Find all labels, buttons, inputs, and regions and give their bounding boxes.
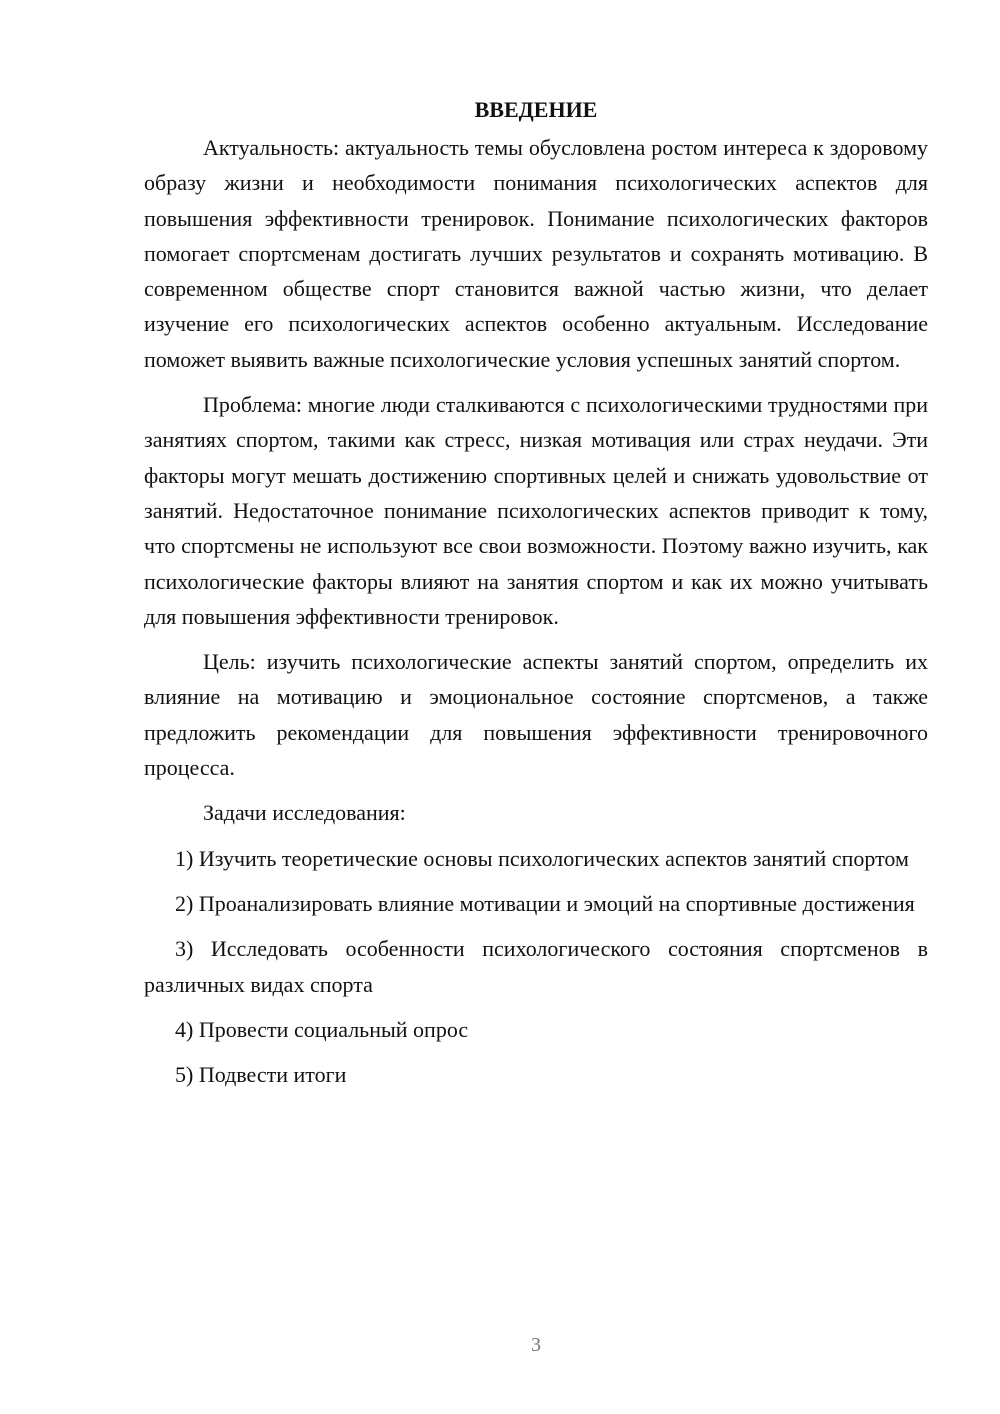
list-item: 2) Проанализировать влияние мотивации и эмоций на спортивные достижения	[175, 890, 915, 916]
document-page	[144, 92, 928, 1102]
list-item: 4) Провести социальный опрос	[175, 1016, 469, 1042]
paragraph-relevance: Актуальность: актуальность темы обусловлена ростом интереса к здоровому образу жизни и необходимости понимания психологических аспектов для повышения эффективности тренировок. Понимание психологических факторов помогает спортсменам достигать лучших результатов и сохранять мотивацию. В современном обществе спорт становится важной частью жизни, что делает изучение его психологических аспектов особенно актуальным. Исследование поможет выявить важные психологические условия успешных занятий спортом.	[144, 135, 928, 372]
page-title: ВВЕДЕНИЕ	[474, 97, 598, 122]
list-item: 1) Изучить теоретические основы психологических аспектов занятий спортом	[175, 845, 909, 871]
page-number: 3	[531, 1334, 541, 1356]
list-item: 5) Подвести итоги	[175, 1062, 347, 1088]
tasks-list	[144, 841, 928, 1093]
tasks-heading: Задачи исследования:	[203, 800, 406, 826]
paragraph-goal: Цель: изучить психологические аспекты занятий спортом, определить их влияние на мотивацию и эмоциональное состояние спортсменов, а также предложить рекомендации для повышения эффективности тренировочного процесса.	[144, 649, 928, 781]
list-item: 3) Исследовать особенности психологического состояния спортсменов в различных видах спорта	[144, 936, 928, 997]
paragraph-problem: Проблема: многие люди сталкиваются с психологическими трудностями при занятиях спортом, такими как стресс, низкая мотивация или страх неудачи. Эти факторы могут мешать достижению спортивных целей и снижать удовольствие от занятий. Недостаточное понимание психологических аспектов приводит к тому, что спортсмены не используют все свои возможности. Поэтому важно изучить, как психологические факторы влияют на занятия спортом и как их можно учитывать для повышения эффективности тренировок.	[144, 392, 928, 629]
